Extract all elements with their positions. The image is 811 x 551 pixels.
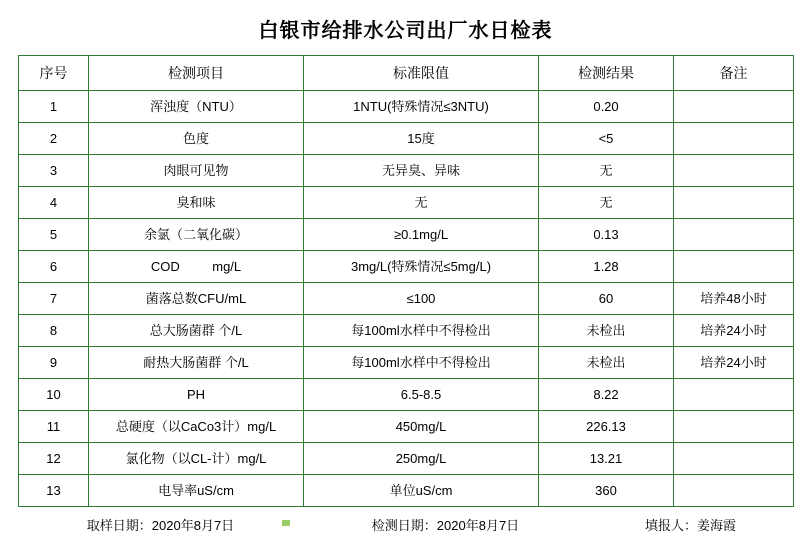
cell-note	[674, 443, 794, 475]
cell-no: 2	[19, 123, 89, 155]
cell-result: 13.21	[539, 443, 674, 475]
cell-limit: 1NTU(特殊情况≤3NTU)	[304, 91, 539, 123]
cell-result: 无	[539, 155, 674, 187]
cell-note: 培养24小时	[674, 347, 794, 379]
cell-limit: 单位uS/cm	[304, 475, 539, 507]
table-row	[19, 347, 794, 379]
cell-result: 8.22	[539, 379, 674, 411]
table-body	[19, 91, 794, 507]
cell-limit: 3mg/L(特殊情况≤5mg/L)	[304, 251, 539, 283]
footer-row	[18, 507, 793, 541]
cell-item: PH	[89, 379, 304, 411]
table-row	[19, 155, 794, 187]
cell-limit: 250mg/L	[304, 443, 539, 475]
table-row	[19, 315, 794, 347]
cell-item: 电导率uS/cm	[89, 475, 304, 507]
cell-no: 6	[19, 251, 89, 283]
cell-no: 3	[19, 155, 89, 187]
cell-result: 未检出	[539, 315, 674, 347]
cell-note	[674, 379, 794, 411]
cell-limit: ≤100	[304, 283, 539, 315]
table-row	[19, 283, 794, 315]
cell-limit: 450mg/L	[304, 411, 539, 443]
column-header-result: 检测结果	[539, 56, 674, 91]
cell-item: 余氯（二氧化碳）	[89, 219, 304, 251]
cell-limit: 无	[304, 187, 539, 219]
green-mark-icon	[282, 520, 290, 526]
cell-no: 4	[19, 187, 89, 219]
report-table-container	[0, 55, 811, 507]
cell-no: 13	[19, 475, 89, 507]
cell-result: 360	[539, 475, 674, 507]
cell-result: 60	[539, 283, 674, 315]
table-header	[19, 56, 794, 91]
cell-no: 10	[19, 379, 89, 411]
cell-result: 0.20	[539, 91, 674, 123]
table-row	[19, 475, 794, 507]
cell-no: 9	[19, 347, 89, 379]
cell-result: 1.28	[539, 251, 674, 283]
water-quality-table	[18, 55, 794, 507]
cell-limit: 每100ml水样中不得检出	[304, 347, 539, 379]
table-row	[19, 443, 794, 475]
cell-no: 5	[19, 219, 89, 251]
table-row	[19, 123, 794, 155]
column-header-note: 备注	[674, 56, 794, 91]
cell-no: 8	[19, 315, 89, 347]
cell-note	[674, 219, 794, 251]
table-row	[19, 411, 794, 443]
sampling-date: 取样日期：2020年8月7日	[86, 517, 235, 533]
cell-result: 未检出	[539, 347, 674, 379]
cell-note	[674, 411, 794, 443]
column-header-item: 检测项目	[89, 56, 304, 91]
cell-item: 浑浊度（NTU）	[89, 91, 304, 123]
cell-limit: 6.5-8.5	[304, 379, 539, 411]
cell-note	[674, 187, 794, 219]
cell-item-text: COD mg/L	[150, 258, 242, 274]
cell-no: 1	[19, 91, 89, 123]
cell-result: 0.13	[539, 219, 674, 251]
cell-item: 菌落总数CFU/mL	[89, 283, 304, 315]
column-header-limit: 标准限值	[304, 56, 539, 91]
cell-note: 培养48小时	[674, 283, 794, 315]
table-row	[19, 379, 794, 411]
cell-limit: 无异臭、异味	[304, 155, 539, 187]
cell-note	[674, 91, 794, 123]
cell-note: 培养24小时	[674, 315, 794, 347]
table-row	[19, 219, 794, 251]
cell-no: 11	[19, 411, 89, 443]
test-date: 检测日期：2020年8月7日	[371, 517, 520, 533]
cell-item: 氯化物（以CL-计）mg/L	[89, 443, 304, 475]
reporter-name: 填报人：姜海霞	[644, 517, 736, 533]
cell-limit: 每100ml水样中不得检出	[304, 315, 539, 347]
cell-limit: ≥0.1mg/L	[304, 219, 539, 251]
cell-item: 总硬度（以CaCo3计）mg/L	[89, 411, 304, 443]
cell-result: 无	[539, 187, 674, 219]
column-header-no: 序号	[19, 56, 89, 91]
cell-no: 7	[19, 283, 89, 315]
cell-item	[89, 251, 304, 283]
cell-item: 臭和味	[89, 187, 304, 219]
cell-limit: 15度	[304, 123, 539, 155]
table-row	[19, 251, 794, 283]
cell-item: 肉眼可见物	[89, 155, 304, 187]
cell-result: <5	[539, 123, 674, 155]
cell-item: 色度	[89, 123, 304, 155]
cell-result: 226.13	[539, 411, 674, 443]
cell-note	[674, 251, 794, 283]
page-title: 白银市给排水公司出厂水日检表	[258, 20, 553, 42]
cell-note	[674, 155, 794, 187]
cell-note	[674, 475, 794, 507]
table-row	[19, 91, 794, 123]
cell-item: 耐热大肠菌群 个/L	[89, 347, 304, 379]
table-header-row	[19, 56, 794, 91]
table-row	[19, 187, 794, 219]
cell-no: 12	[19, 443, 89, 475]
cell-note	[674, 123, 794, 155]
cell-item: 总大肠菌群 个/L	[89, 315, 304, 347]
